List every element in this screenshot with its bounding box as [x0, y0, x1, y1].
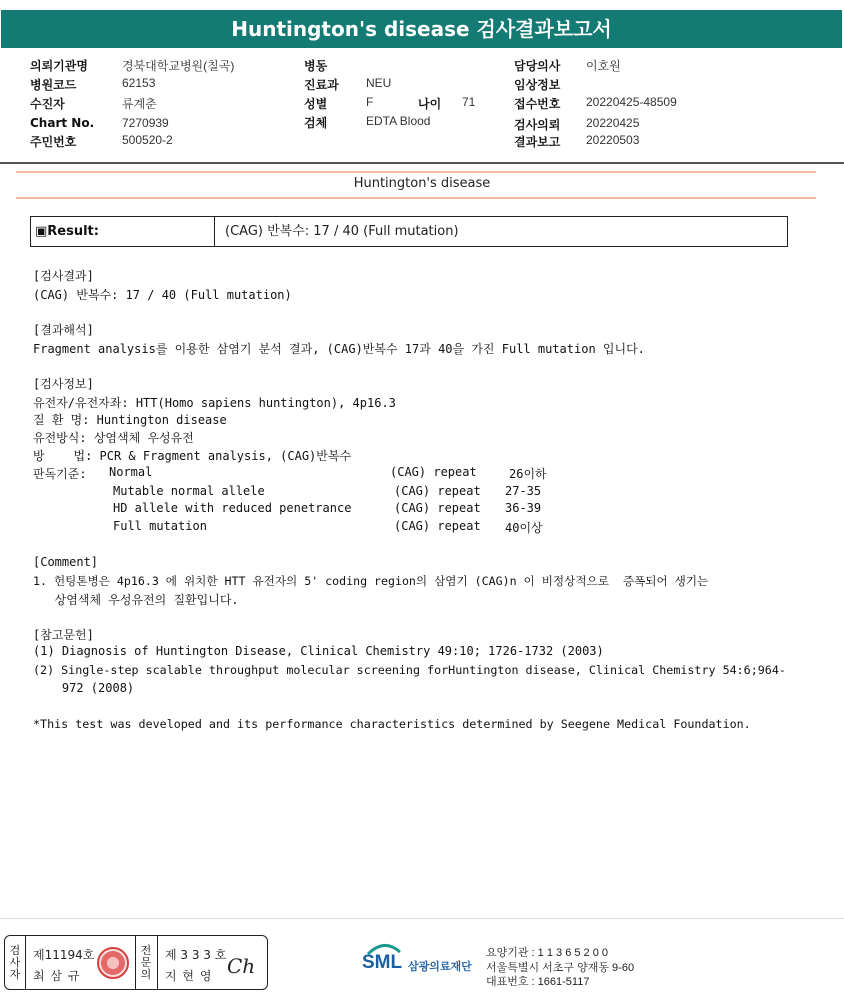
result-box [30, 216, 788, 247]
result-label: ▣Result: [31, 217, 215, 246]
header-label: 접수번호 [514, 97, 561, 111]
body-line: 1. 헌팅톤병은 4p16.3 에 위치한 HTT 유전자의 5' coding region의 삼염기 (CAG)n 이 비정상적으로 증폭되어 생기는 [33, 574, 709, 588]
examiner-vertical-label: 검 사 자 [9, 944, 21, 981]
specialist-name: 지 현 영 [165, 969, 213, 983]
reference-item: (1) Diagnosis of Huntington Disease, Clinical Chemistry 49:10; 1726-1732 (2003) [33, 644, 604, 658]
logo-text: SML [362, 952, 403, 973]
body-line: (CAG) 반복수: 17 / 40 (Full mutation) [33, 288, 292, 302]
sign-divider [135, 936, 136, 989]
institution-address: 서울특별시 서초구 양재동 9-60 [486, 962, 635, 974]
disclaimer: *This test was developed and its performance characteristics determined by Seegene Medical Foundation. [33, 717, 751, 731]
header-value: 20220503 [586, 133, 640, 147]
header-value: 500520-2 [122, 133, 173, 147]
specialist-vertical-label: 전 문 의 [140, 944, 152, 981]
section-bottom-rule [16, 197, 816, 199]
heading-comment: [Comment] [33, 555, 99, 569]
examiner-name: 최 삼 규 [33, 969, 81, 983]
criteria-range: 40이상 [505, 521, 543, 535]
result-value: (CAG) 반복수: 17 / 40 (Full mutation) [225, 224, 459, 239]
criteria-range: 26이하 [509, 467, 547, 481]
body-line: 방 법: PCR & Fragment analysis, (CAG)반복수 [33, 449, 352, 463]
header-label: 주민번호 [30, 135, 77, 149]
criteria-repeat: (CAG) repeat [394, 484, 481, 498]
criteria-repeat: (CAG) repeat [394, 519, 481, 533]
criteria-range: 36-39 [505, 501, 542, 515]
header-divider [0, 162, 844, 164]
header-value: F [366, 95, 374, 109]
header-label: 진료과 [304, 78, 339, 92]
heading-references: [참고문헌] [33, 628, 94, 642]
criteria-repeat: (CAG) repeat [390, 465, 477, 479]
criteria-repeat: (CAG) repeat [394, 501, 481, 515]
criteria-range: 27-35 [505, 484, 542, 498]
criteria-name: Normal [109, 465, 153, 479]
report-title: Huntington's disease 검사결과보고서 [1, 10, 842, 48]
header-label: 수진자 [30, 97, 65, 111]
header-label: 병동 [304, 59, 328, 73]
criteria-label: 판독기준: [33, 467, 87, 481]
header-value: EDTA Blood [366, 114, 431, 128]
header-label: 병원코드 [30, 78, 77, 92]
header-label: 성별 [304, 97, 328, 111]
examiner-license: 제11194호 [33, 948, 95, 962]
heading-test-result: [검사결과] [33, 269, 94, 283]
institution-code: 요양기관 : 1 1 3 6 5 2 0 0 [486, 947, 609, 959]
header-label: Chart No. [30, 116, 95, 130]
age-value: 71 [462, 95, 476, 109]
header-label: 검사의뢰 [514, 118, 561, 132]
reference-item: (2) Single-step scalable throughput molecular screening forHuntington disease, Clinical Chemistry 54:6;964- [33, 663, 786, 677]
header-label: 검체 [304, 116, 328, 130]
sign-divider [25, 936, 26, 989]
header-label: 의뢰기관명 [30, 59, 88, 73]
body-line: Fragment analysis를 이용한 삼염기 분석 결과, (CAG)반복수 17과 40을 가진 Full mutation 입니다. [33, 342, 645, 356]
header-label: 결과보고 [514, 135, 561, 149]
body-line: 유전자/유전자좌: HTT(Homo sapiens huntington), 4p16.3 [33, 396, 396, 410]
header-value: NEU [366, 76, 392, 90]
header-value: 경북대학교병원(칠곡) [122, 59, 235, 73]
header-value: 류계춘 [122, 97, 157, 111]
specialist-signature: Ch [227, 954, 256, 978]
header-value: 7270939 [122, 116, 169, 130]
logo-subtitle: 삼광의료재단 [408, 961, 472, 973]
seal-stamp [97, 947, 129, 979]
sign-divider [157, 936, 158, 989]
heading-test-info: [검사정보] [33, 377, 94, 391]
report-header [0, 55, 844, 153]
criteria-name: Mutable normal allele [113, 484, 265, 498]
criteria-name: Full mutation [113, 519, 207, 533]
body-line: 유전방식: 상염색체 우성유전 [33, 431, 194, 445]
header-value: 62153 [122, 76, 156, 90]
section-top-rule [16, 171, 816, 173]
age-label: 나이 [418, 97, 442, 111]
body-line: 질 환 명: Huntington disease [33, 413, 227, 427]
header-label: 담당의사 [514, 59, 561, 73]
header-value: 이호원 [586, 59, 621, 73]
specialist-license: 제 3 3 3 호 [165, 948, 227, 962]
criteria-name: HD allele with reduced penetrance [113, 501, 352, 515]
reference-item: 972 (2008) [33, 681, 135, 695]
signature-box [4, 935, 268, 990]
footer-divider [0, 918, 844, 919]
body-line: 상염색체 우성유전의 질환입니다. [33, 593, 239, 607]
header-value: 20220425-48509 [586, 95, 677, 109]
section-title: Huntington's disease [353, 176, 491, 191]
institution-phone: 대표번호 : 1661-5117 [486, 976, 590, 988]
heading-interpretation: [결과해석] [33, 323, 94, 337]
header-value: 20220425 [586, 116, 640, 130]
header-label: 임상정보 [514, 78, 561, 92]
